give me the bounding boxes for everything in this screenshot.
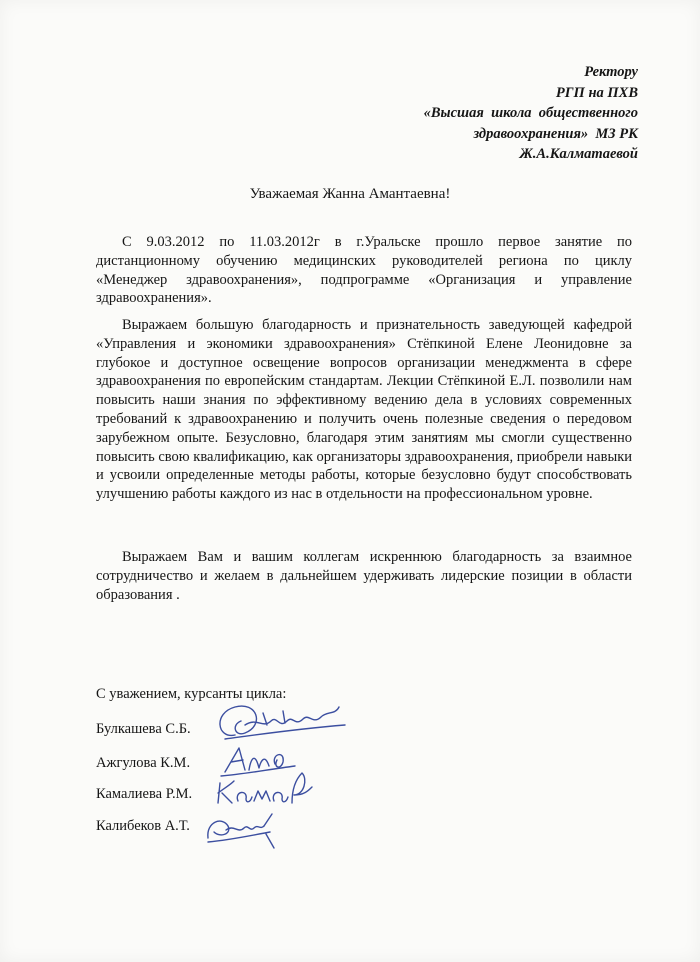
signature-1-graphic xyxy=(205,695,355,753)
letter-paragraph-1 xyxy=(96,233,632,308)
signature-2-graphic xyxy=(215,740,305,782)
signer-name: Калибеков А.Т. xyxy=(96,818,190,834)
addressee-line: здравоохранения» МЗ РК xyxy=(473,125,638,142)
salutation: Уважаемая Жанна Амантаевна! xyxy=(249,186,451,202)
letter-paragraph-2 xyxy=(96,316,632,504)
addressee-line: РГП на ПХВ xyxy=(555,84,638,101)
signature-3-graphic xyxy=(208,765,318,810)
signer-name: Булкашева С.Б. xyxy=(96,721,191,737)
addressee-line: «Высшая школа общественного xyxy=(423,105,638,121)
signature-4-graphic xyxy=(200,808,285,853)
paragraph-text: Выражаем Вам и вашим коллегам искреннюю благодарность за взаимное сотрудничество и желаем в дальнейшем удерживать лидерские позиции в области образования . xyxy=(96,549,632,603)
signer-name: Ажгулова К.М. xyxy=(96,755,191,771)
addressee-block xyxy=(424,62,638,165)
addressee-line: Ректору xyxy=(584,64,638,80)
letter-paragraph-3 xyxy=(96,548,632,604)
signer-name: Камалиева Р.М. xyxy=(96,786,193,802)
addressee-line: Ж.А.Калматаевой xyxy=(519,146,638,162)
paragraph-text: Выражаем большую благодарность и признательность заведующей кафедрой «Управления и экономики здравоохранения» Стёпкиной Елене Леонидовне за глубокое и доступное освещение вопросов организации менеджмента в сфере здравоохранения по европейским стандартам. Лекции Стёпкиной Е.Л. позволили нам повысить наши знания по эффективному ведению дела в условиях современных требований к здравоохранению и получить очень полезные сведения о передовом зарубежном опыте. Безусловно, благодаря этим занятиям мы смогли существенно повысить свою квалификацию, как организаторы здравоохранения, приобрели навыки и усвоили определенные методы работы, которые безусловно будут способствовать улучшению работы каждого из нас в отдельности на профессиональном уровне. xyxy=(96,317,632,503)
paragraph-text: С 9.03.2012 по 11.03.2012г в г.Уральске прошло первое занятие по дистанционному обучению медицинских руководителей региона по циклу «Менеджер здравоохранения», подпрограмме «Организация и управление здравоохранения». xyxy=(96,234,632,307)
closing-line: С уважением, курсанты цикла: xyxy=(96,686,287,702)
